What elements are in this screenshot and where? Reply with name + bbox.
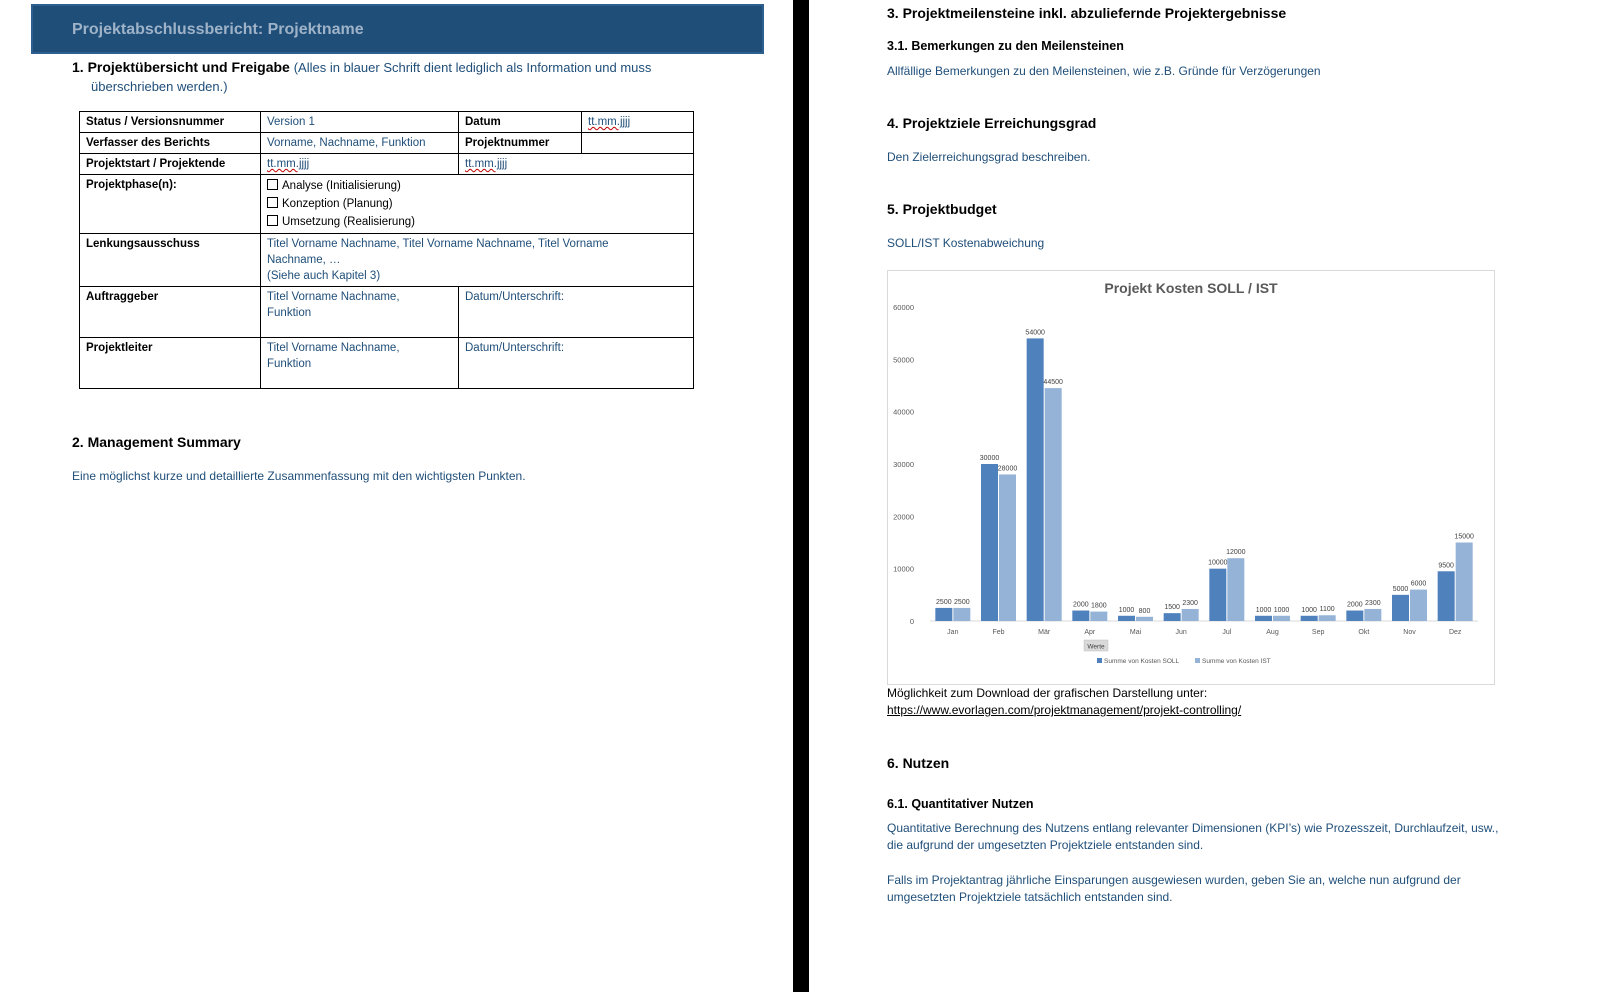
chart-bar xyxy=(1027,338,1044,621)
section1-note: (Alles in blauer Schrift dient lediglich als Information und muss xyxy=(293,60,652,75)
row-label: Projektstart / Projektende xyxy=(80,154,261,175)
data-label: 1500 xyxy=(1164,604,1180,612)
lead-signature[interactable]: Datum/Unterschrift: xyxy=(459,338,694,389)
data-label: 2000 xyxy=(1073,601,1089,609)
y-tick-label: 0 xyxy=(909,617,914,626)
section4-text: Den Zielerreichungsgrad beschreiben. xyxy=(887,150,1091,164)
row-label: Status / Versionsnummer xyxy=(80,112,261,133)
page-divider xyxy=(793,0,809,992)
client-signature[interactable]: Datum/Unterschrift: xyxy=(459,287,694,338)
chart-bar xyxy=(1090,612,1107,621)
phase-option-label: Konzeption (Planung) xyxy=(282,198,393,210)
paragraph-line: die aufgrund der umgesetzten Projektziele entstanden sind. xyxy=(887,838,1204,852)
paragraph-line: Falls im Projektantrag jährliche Einsparungen ausgewiesen wurden, geben Sie an, welche nun aufgrund der xyxy=(887,873,1461,887)
version-value[interactable]: Version 1 xyxy=(261,112,459,133)
x-tick-label: Feb xyxy=(992,629,1005,636)
phase-options xyxy=(261,175,694,234)
x-tick-label: Nov xyxy=(1403,629,1416,636)
section61-heading: 6.1. Quantitativer Nutzen xyxy=(887,797,1034,811)
x-tick-label: Dez xyxy=(1448,629,1462,636)
chart-bar xyxy=(1392,595,1409,621)
steering-line: (Siehe auch Kapitel 3) xyxy=(267,270,381,282)
section2-text: Eine möglichst kurze und detaillierte Zusammenfassung mit den wichtigsten Punkten. xyxy=(72,469,526,483)
client-value[interactable] xyxy=(261,287,459,338)
steering-line: Titel Vorname Nachname, Titel Vorname Nachname, Titel Vorname xyxy=(267,238,609,250)
section31-text: Allfällige Bemerkungen zu den Meilensteinen, wie z.B. Gründe für Verzögerungen xyxy=(887,64,1321,78)
x-tick-label: Mai xyxy=(1129,629,1142,636)
paragraph-line: umgesetzten Projektziele tatsächlich entstanden sind. xyxy=(887,890,1173,904)
x-tick-label: Sep xyxy=(1311,629,1325,636)
paragraph-line: Quantitative Berechnung des Nutzens entlang relevanter Dimensionen (KPI’s) wie Prozesszeit, Durchlaufzeit, usw., xyxy=(887,821,1499,835)
section61-paragraph1 xyxy=(887,820,1498,854)
section1-title: 1. Projektübersicht und Freigabe xyxy=(72,59,290,75)
data-label: 15000 xyxy=(1454,533,1474,541)
start-date-text: tt.mm.jjjj xyxy=(267,158,310,170)
section5-heading: 5. Projektbudget xyxy=(887,201,997,217)
download-text: Möglichkeit zum Download der grafischen Darstellung unter: xyxy=(887,686,1208,700)
legend-entry: Summe von Kosten IST xyxy=(1202,658,1271,665)
data-label: 2300 xyxy=(1365,599,1381,607)
y-tick-label: 60000 xyxy=(893,303,914,312)
author-value[interactable]: Vorname, Nachname, Funktion xyxy=(261,133,459,154)
x-tick-label: Okt xyxy=(1358,629,1370,636)
section4-heading: 4. Projektziele Erreichungsgrad xyxy=(887,115,1097,131)
chart-bar xyxy=(981,464,998,621)
data-label: 5000 xyxy=(1392,585,1409,593)
cost-chart[interactable] xyxy=(887,270,1495,685)
data-label: 44500 xyxy=(1043,379,1063,387)
lead-line: Titel Vorname Nachname, xyxy=(267,342,400,354)
title-banner xyxy=(31,4,764,54)
data-label: 2500 xyxy=(936,598,952,606)
legend-swatch xyxy=(1097,658,1102,663)
client-line: Funktion xyxy=(267,307,312,319)
checkbox-icon[interactable] xyxy=(267,197,278,208)
section61-paragraph2 xyxy=(887,872,1461,906)
values-filter-label: Werte xyxy=(1087,643,1105,651)
y-tick-label: 50000 xyxy=(893,355,914,365)
table-row xyxy=(80,338,694,389)
date-text: tt.mm.jjjj xyxy=(588,116,631,128)
project-number-label: Projektnummer xyxy=(459,133,582,154)
chart-bar xyxy=(1255,616,1272,621)
document-page-right xyxy=(809,0,1600,992)
chart-bar xyxy=(1273,616,1290,621)
x-tick-label: Mär xyxy=(1038,629,1051,636)
phase-option-label: Analyse (Initialisierung) xyxy=(282,180,401,192)
client-line: Titel Vorname Nachname, xyxy=(267,291,400,303)
chart-bar xyxy=(1118,616,1135,621)
data-label: 30000 xyxy=(979,455,1000,462)
project-start-value[interactable] xyxy=(261,154,459,175)
data-label: 6000 xyxy=(1410,580,1427,588)
data-label: 1000 xyxy=(1118,606,1135,614)
steering-committee-value[interactable] xyxy=(261,234,694,287)
row-label: Projektleiter xyxy=(80,338,261,389)
date-label: Datum xyxy=(459,112,582,133)
data-label: 1100 xyxy=(1319,606,1335,614)
chart-bar xyxy=(1164,613,1181,621)
data-label: 1000 xyxy=(1273,606,1290,614)
data-label: 2300 xyxy=(1182,599,1198,607)
chart-bar xyxy=(1136,617,1153,621)
row-label: Projektphase(n): xyxy=(80,175,261,234)
data-label: 28000 xyxy=(997,465,1018,473)
chart-bar xyxy=(999,474,1016,621)
section5-text: SOLL/IST Kostenabweichung xyxy=(887,236,1045,250)
table-row xyxy=(80,175,694,234)
chart-bar xyxy=(1072,611,1089,621)
end-date-text: tt.mm.jjjj xyxy=(465,158,508,170)
chart-bar xyxy=(1438,571,1455,621)
checkbox-icon[interactable] xyxy=(267,215,278,226)
project-end-value[interactable] xyxy=(459,154,694,175)
data-label: 12000 xyxy=(1226,549,1246,557)
checkbox-icon[interactable] xyxy=(267,179,278,190)
data-label: 9500 xyxy=(1438,562,1454,570)
x-tick-label: Jan xyxy=(947,629,959,636)
download-link-container xyxy=(887,702,1241,719)
y-tick-label: 20000 xyxy=(893,512,914,522)
chart-bar xyxy=(1346,611,1363,621)
data-label: 1000 xyxy=(1255,606,1272,614)
section2-heading: 2. Management Summary xyxy=(72,434,241,450)
y-tick-label: 10000 xyxy=(893,564,914,574)
download-link[interactable]: https://www.evorlagen.com/projektmanagement/projekt-controlling/ xyxy=(887,703,1242,717)
chart-bar xyxy=(1209,569,1226,621)
x-tick-label: Apr xyxy=(1084,629,1096,636)
table-row xyxy=(80,133,694,154)
section1-heading xyxy=(72,59,651,75)
chart-bar xyxy=(1045,388,1062,621)
row-label: Lenkungsausschuss xyxy=(80,234,261,287)
lead-line: Funktion xyxy=(267,358,312,370)
chart-bar xyxy=(1182,609,1199,621)
document-page-left xyxy=(0,0,793,992)
chart-bar xyxy=(1301,616,1318,621)
date-value[interactable] xyxy=(582,112,694,133)
x-tick-label: Jun xyxy=(1175,629,1187,636)
x-tick-label: Jul xyxy=(1222,629,1232,636)
data-label: 2000 xyxy=(1347,601,1363,609)
project-number-value[interactable] xyxy=(582,133,694,154)
phase-option-label: Umsetzung (Realisierung) xyxy=(282,216,415,228)
y-tick-label: 30000 xyxy=(893,460,914,469)
data-label: 1800 xyxy=(1091,602,1107,610)
data-label: 800 xyxy=(1138,607,1151,615)
chart-bar xyxy=(1456,543,1473,622)
chart-title: Projekt Kosten SOLL / IST xyxy=(1104,280,1278,296)
data-label: 10000 xyxy=(1208,559,1228,567)
row-label: Auftraggeber xyxy=(80,287,261,338)
table-row xyxy=(80,287,694,338)
chart-canvas xyxy=(888,271,1494,684)
document-title: Projektabschlussbericht: Projektname xyxy=(72,21,364,38)
table-row xyxy=(80,234,694,287)
section1-note-continued: überschrieben werden.) xyxy=(91,79,228,94)
phase-option xyxy=(267,213,687,231)
chart-bar xyxy=(1410,590,1427,621)
project-info-table xyxy=(79,111,694,389)
data-label: 2500 xyxy=(954,598,970,606)
row-label: Verfasser des Berichts xyxy=(80,133,261,154)
x-tick-label: Aug xyxy=(1266,629,1279,636)
data-label: 54000 xyxy=(1025,329,1045,337)
chart-bar xyxy=(953,608,970,621)
project-lead-value[interactable] xyxy=(261,338,459,389)
section31-heading: 3.1. Bemerkungen zu den Meilensteinen xyxy=(887,39,1124,53)
chart-bar xyxy=(935,608,952,621)
chart-bar xyxy=(1319,615,1336,621)
table-row xyxy=(80,112,694,133)
data-label: 1000 xyxy=(1301,606,1317,614)
chart-bar xyxy=(1227,558,1244,621)
section6-heading: 6. Nutzen xyxy=(887,755,950,771)
phase-option xyxy=(267,177,687,195)
legend-swatch xyxy=(1195,658,1200,663)
table-row xyxy=(80,154,694,175)
legend-entry: Summe von Kosten SOLL xyxy=(1104,658,1180,665)
y-tick-label: 40000 xyxy=(893,407,914,417)
phase-option xyxy=(267,195,687,213)
section3-heading: 3. Projektmeilensteine inkl. abzuliefernde Projektergebnisse xyxy=(887,5,1287,21)
chart-bar xyxy=(1364,609,1381,621)
steering-line: Nachname, … xyxy=(267,254,341,266)
